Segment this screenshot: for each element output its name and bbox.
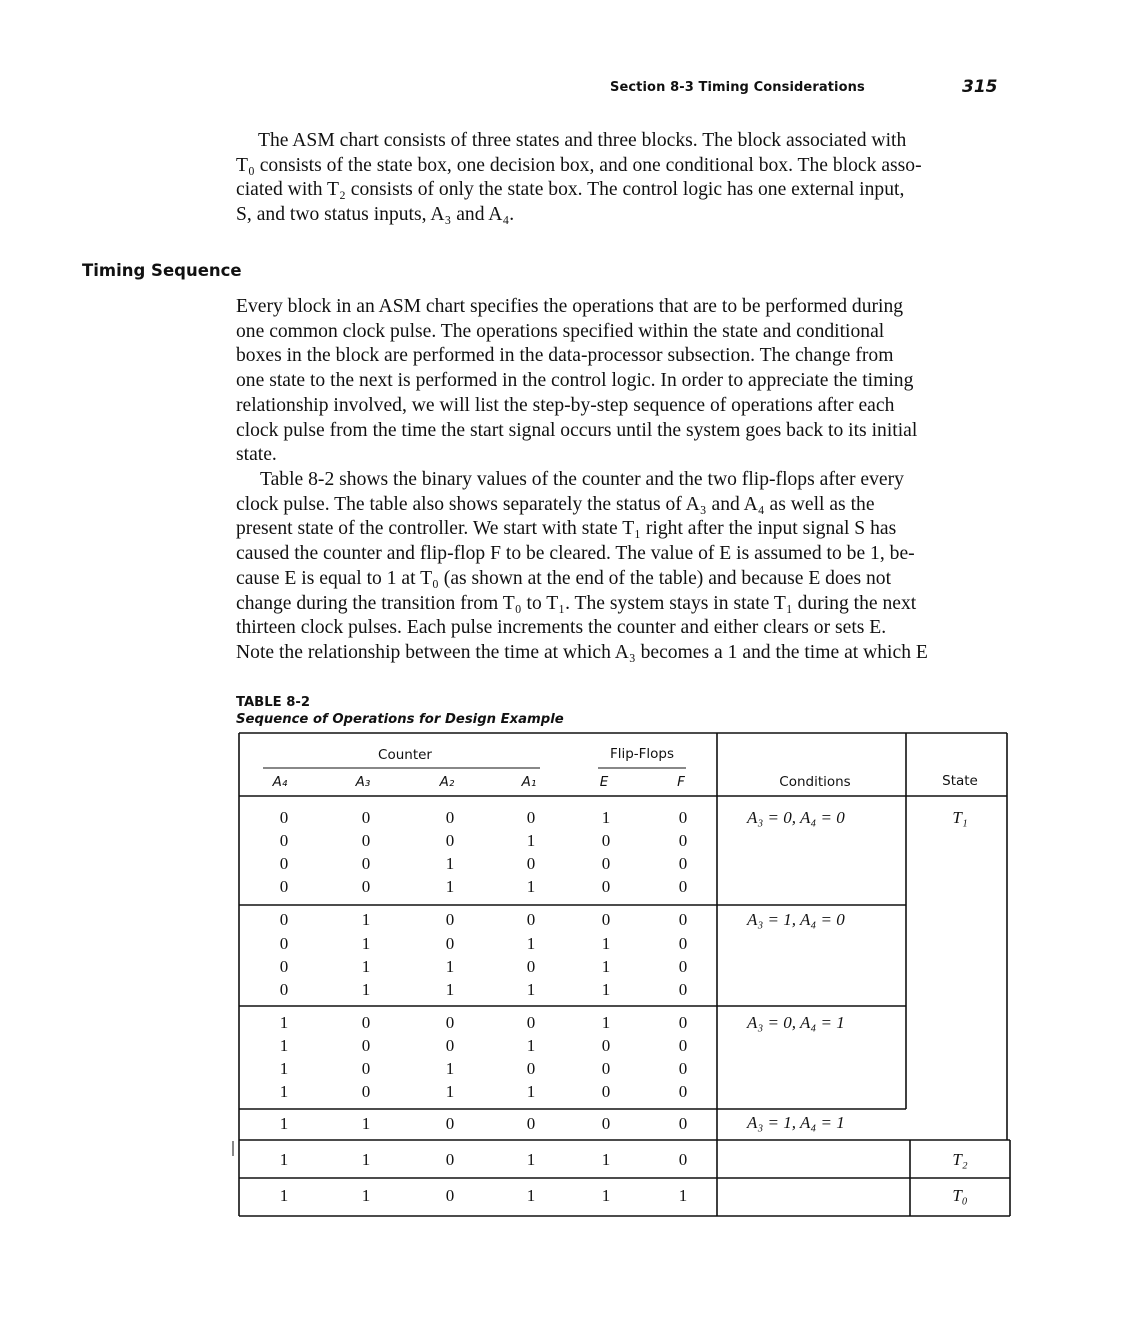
text-line: state. bbox=[236, 444, 277, 466]
cell-a1: 1 bbox=[526, 877, 536, 896]
column-header-state: State bbox=[942, 773, 978, 789]
text-line: Every block in an ASM chart specifies the operations that are to be performed during bbox=[236, 296, 904, 317]
cell-a3: 1 bbox=[361, 1150, 371, 1169]
cell-a3: 1 bbox=[361, 1186, 371, 1205]
cell-a3: 0 bbox=[361, 1013, 371, 1032]
cell-f: 0 bbox=[678, 934, 688, 953]
cell-f: 0 bbox=[678, 1150, 688, 1169]
cell-f: 0 bbox=[678, 980, 688, 999]
cell-a3: 0 bbox=[361, 808, 371, 827]
text-line: T₀ consists of the state box, one decision box, and one conditional box. The block asso- bbox=[236, 154, 922, 176]
text-line: one state to the next is performed in the control logic. In order to appreciate the timing bbox=[236, 370, 914, 392]
cell-f: 0 bbox=[678, 1013, 688, 1032]
condition-cell: A₃ = 0, A₄ = 1 bbox=[747, 1013, 845, 1032]
cell-a1: 0 bbox=[526, 854, 536, 873]
cell-a2: 0 bbox=[445, 831, 455, 850]
cell-a3: 1 bbox=[361, 910, 371, 929]
text-line: relationship involved, we will list the step-by-step sequence of operations after each bbox=[236, 394, 895, 416]
section-title: Section 8-3 Timing Considerations bbox=[610, 80, 865, 95]
cell-f: 0 bbox=[678, 1114, 688, 1133]
counter-group-header: Counter bbox=[378, 747, 432, 763]
cell-f: 1 bbox=[678, 1186, 688, 1205]
cell-f: 0 bbox=[678, 831, 688, 850]
cell-a4: 0 bbox=[279, 854, 289, 873]
text-line: S, and two status inputs, A₃ and A₄. bbox=[236, 204, 515, 226]
text-line: The ASM chart consists of three states and three blocks. The block associated with bbox=[258, 130, 907, 151]
cell-a2: 1 bbox=[445, 877, 455, 896]
text-line: present state of the controller. We start with state T₁ right after the input signal S has bbox=[236, 518, 897, 540]
cell-a4: 1 bbox=[279, 1150, 289, 1169]
text-line: Note the relationship between the time at which A₃ becomes a 1 and the time at which E bbox=[236, 641, 928, 663]
cell-a2: 0 bbox=[445, 1114, 455, 1133]
cell-a2: 0 bbox=[445, 1150, 455, 1169]
cell-e: 0 bbox=[601, 1082, 611, 1101]
cell-f: 0 bbox=[678, 910, 688, 929]
table-label: TABLE 8-2 bbox=[236, 695, 311, 710]
cell-a1: 1 bbox=[526, 1082, 536, 1101]
page-number: 315 bbox=[962, 77, 998, 97]
cell-a1: 1 bbox=[526, 934, 536, 953]
cell-e: 0 bbox=[601, 877, 611, 896]
cell-f: 0 bbox=[678, 808, 688, 827]
cell-a4: 0 bbox=[279, 831, 289, 850]
state-cell: T₁ bbox=[952, 808, 968, 827]
cell-a4: 0 bbox=[279, 934, 289, 953]
condition-cell: A₃ = 1, A₄ = 0 bbox=[747, 910, 845, 929]
cell-a2: 0 bbox=[445, 934, 455, 953]
cell-a3: 1 bbox=[361, 980, 371, 999]
text-line: caused the counter and flip-flop F to be cleared. The value of E is assumed to be 1, be- bbox=[236, 543, 915, 565]
cell-a2: 0 bbox=[445, 910, 455, 929]
cell-a2: 1 bbox=[445, 980, 455, 999]
cell-a1: 1 bbox=[526, 1150, 536, 1169]
cell-a1: 1 bbox=[526, 1036, 536, 1055]
cell-a4: 0 bbox=[279, 957, 289, 976]
cell-a3: 0 bbox=[361, 854, 371, 873]
cell-a4: 1 bbox=[279, 1114, 289, 1133]
cell-e: 0 bbox=[601, 1059, 611, 1078]
cell-a2: 0 bbox=[445, 1186, 455, 1205]
cell-a3: 1 bbox=[361, 934, 371, 953]
column-header-e: E bbox=[599, 774, 609, 790]
cell-f: 0 bbox=[678, 877, 688, 896]
cell-a4: 0 bbox=[279, 910, 289, 929]
column-header-a3: A₃ bbox=[355, 774, 371, 790]
cell-a3: 0 bbox=[361, 1059, 371, 1078]
cell-a2: 0 bbox=[445, 1036, 455, 1055]
cell-a1: 0 bbox=[526, 957, 536, 976]
cell-a1: 1 bbox=[526, 980, 536, 999]
column-header-a2: A₂ bbox=[439, 774, 455, 790]
cell-a1: 0 bbox=[526, 1013, 536, 1032]
cell-a1: 0 bbox=[526, 1059, 536, 1078]
column-header-conditions: Conditions bbox=[779, 774, 851, 790]
cell-e: 1 bbox=[601, 1186, 611, 1205]
text-line: thirteen clock pulses. Each pulse increments the counter and either clears or sets E. bbox=[236, 617, 887, 639]
text-line: one common clock pulse. The operations specified within the state and conditional bbox=[236, 320, 885, 342]
cell-e: 0 bbox=[601, 1114, 611, 1133]
cell-e: 1 bbox=[601, 980, 611, 999]
condition-cell: A₃ = 1, A₄ = 1 bbox=[747, 1113, 845, 1132]
cell-a2: 1 bbox=[445, 1082, 455, 1101]
text-line: cause E is equal to 1 at T₀ (as shown at the end of the table) and because E does not bbox=[236, 567, 892, 589]
cell-f: 0 bbox=[678, 854, 688, 873]
cell-e: 1 bbox=[601, 808, 611, 827]
cell-a3: 0 bbox=[361, 877, 371, 896]
cell-a4: 1 bbox=[279, 1059, 289, 1078]
section-heading: Timing Sequence bbox=[82, 261, 242, 280]
column-header-a4: A₄ bbox=[272, 774, 288, 790]
cell-f: 0 bbox=[678, 1059, 688, 1078]
text-line: clock pulse. The table also shows separately the status of A₃ and A₄ as well as the bbox=[236, 493, 875, 515]
flipflops-group-header: Flip-Flops bbox=[609, 746, 675, 762]
cell-a2: 1 bbox=[445, 1059, 455, 1078]
cell-a4: 0 bbox=[279, 808, 289, 827]
column-header-a1: A₁ bbox=[521, 774, 537, 790]
cell-a2: 1 bbox=[445, 957, 455, 976]
cell-a1: 0 bbox=[526, 808, 536, 827]
cell-e: 0 bbox=[601, 910, 611, 929]
cell-a4: 1 bbox=[279, 1013, 289, 1032]
cell-e: 0 bbox=[601, 854, 611, 873]
condition-cell: A₃ = 0, A₄ = 0 bbox=[747, 808, 845, 827]
cell-a1: 0 bbox=[526, 910, 536, 929]
cell-a3: 0 bbox=[361, 1036, 371, 1055]
cell-a1: 1 bbox=[526, 1186, 536, 1205]
state-cell: T₂ bbox=[952, 1150, 968, 1169]
cell-e: 0 bbox=[601, 1036, 611, 1055]
cell-a2: 1 bbox=[445, 854, 455, 873]
cell-a4: 0 bbox=[279, 980, 289, 999]
text-line: Table 8-2 shows the binary values of the counter and the two flip-flops after every bbox=[260, 469, 904, 490]
cell-e: 1 bbox=[601, 1150, 611, 1169]
cell-f: 0 bbox=[678, 957, 688, 976]
cell-a4: 1 bbox=[279, 1036, 289, 1055]
cell-a2: 0 bbox=[445, 1013, 455, 1032]
table-title: Sequence of Operations for Design Example bbox=[236, 712, 564, 727]
cell-a4: 0 bbox=[279, 877, 289, 896]
cell-e: 1 bbox=[601, 957, 611, 976]
cell-a4: 1 bbox=[279, 1082, 289, 1101]
cell-a4: 1 bbox=[279, 1186, 289, 1205]
cell-a1: 1 bbox=[526, 831, 536, 850]
cell-a3: 0 bbox=[361, 1082, 371, 1101]
text-line: clock pulse from the time the start signal occurs until the system goes back to its initial bbox=[236, 419, 918, 441]
text-line: change during the transition from T₀ to T₁. The system stays in state T₁ during the next bbox=[236, 592, 917, 614]
cell-e: 1 bbox=[601, 934, 611, 953]
cell-a3: 1 bbox=[361, 957, 371, 976]
cell-a3: 1 bbox=[361, 1114, 371, 1133]
text-line: boxes in the block are performed in the data-processor subsection. The change from bbox=[236, 345, 894, 367]
cell-f: 0 bbox=[678, 1036, 688, 1055]
state-cell: T₀ bbox=[952, 1186, 968, 1205]
cell-a2: 0 bbox=[445, 808, 455, 827]
cell-a3: 0 bbox=[361, 831, 371, 850]
column-header-f: F bbox=[677, 774, 685, 790]
cell-f: 0 bbox=[678, 1082, 688, 1101]
text-line: ciated with T₂ consists of only the state box. The control logic has one external input, bbox=[236, 179, 905, 201]
cell-e: 0 bbox=[601, 831, 611, 850]
cell-a1: 0 bbox=[526, 1114, 536, 1133]
cell-e: 1 bbox=[601, 1013, 611, 1032]
